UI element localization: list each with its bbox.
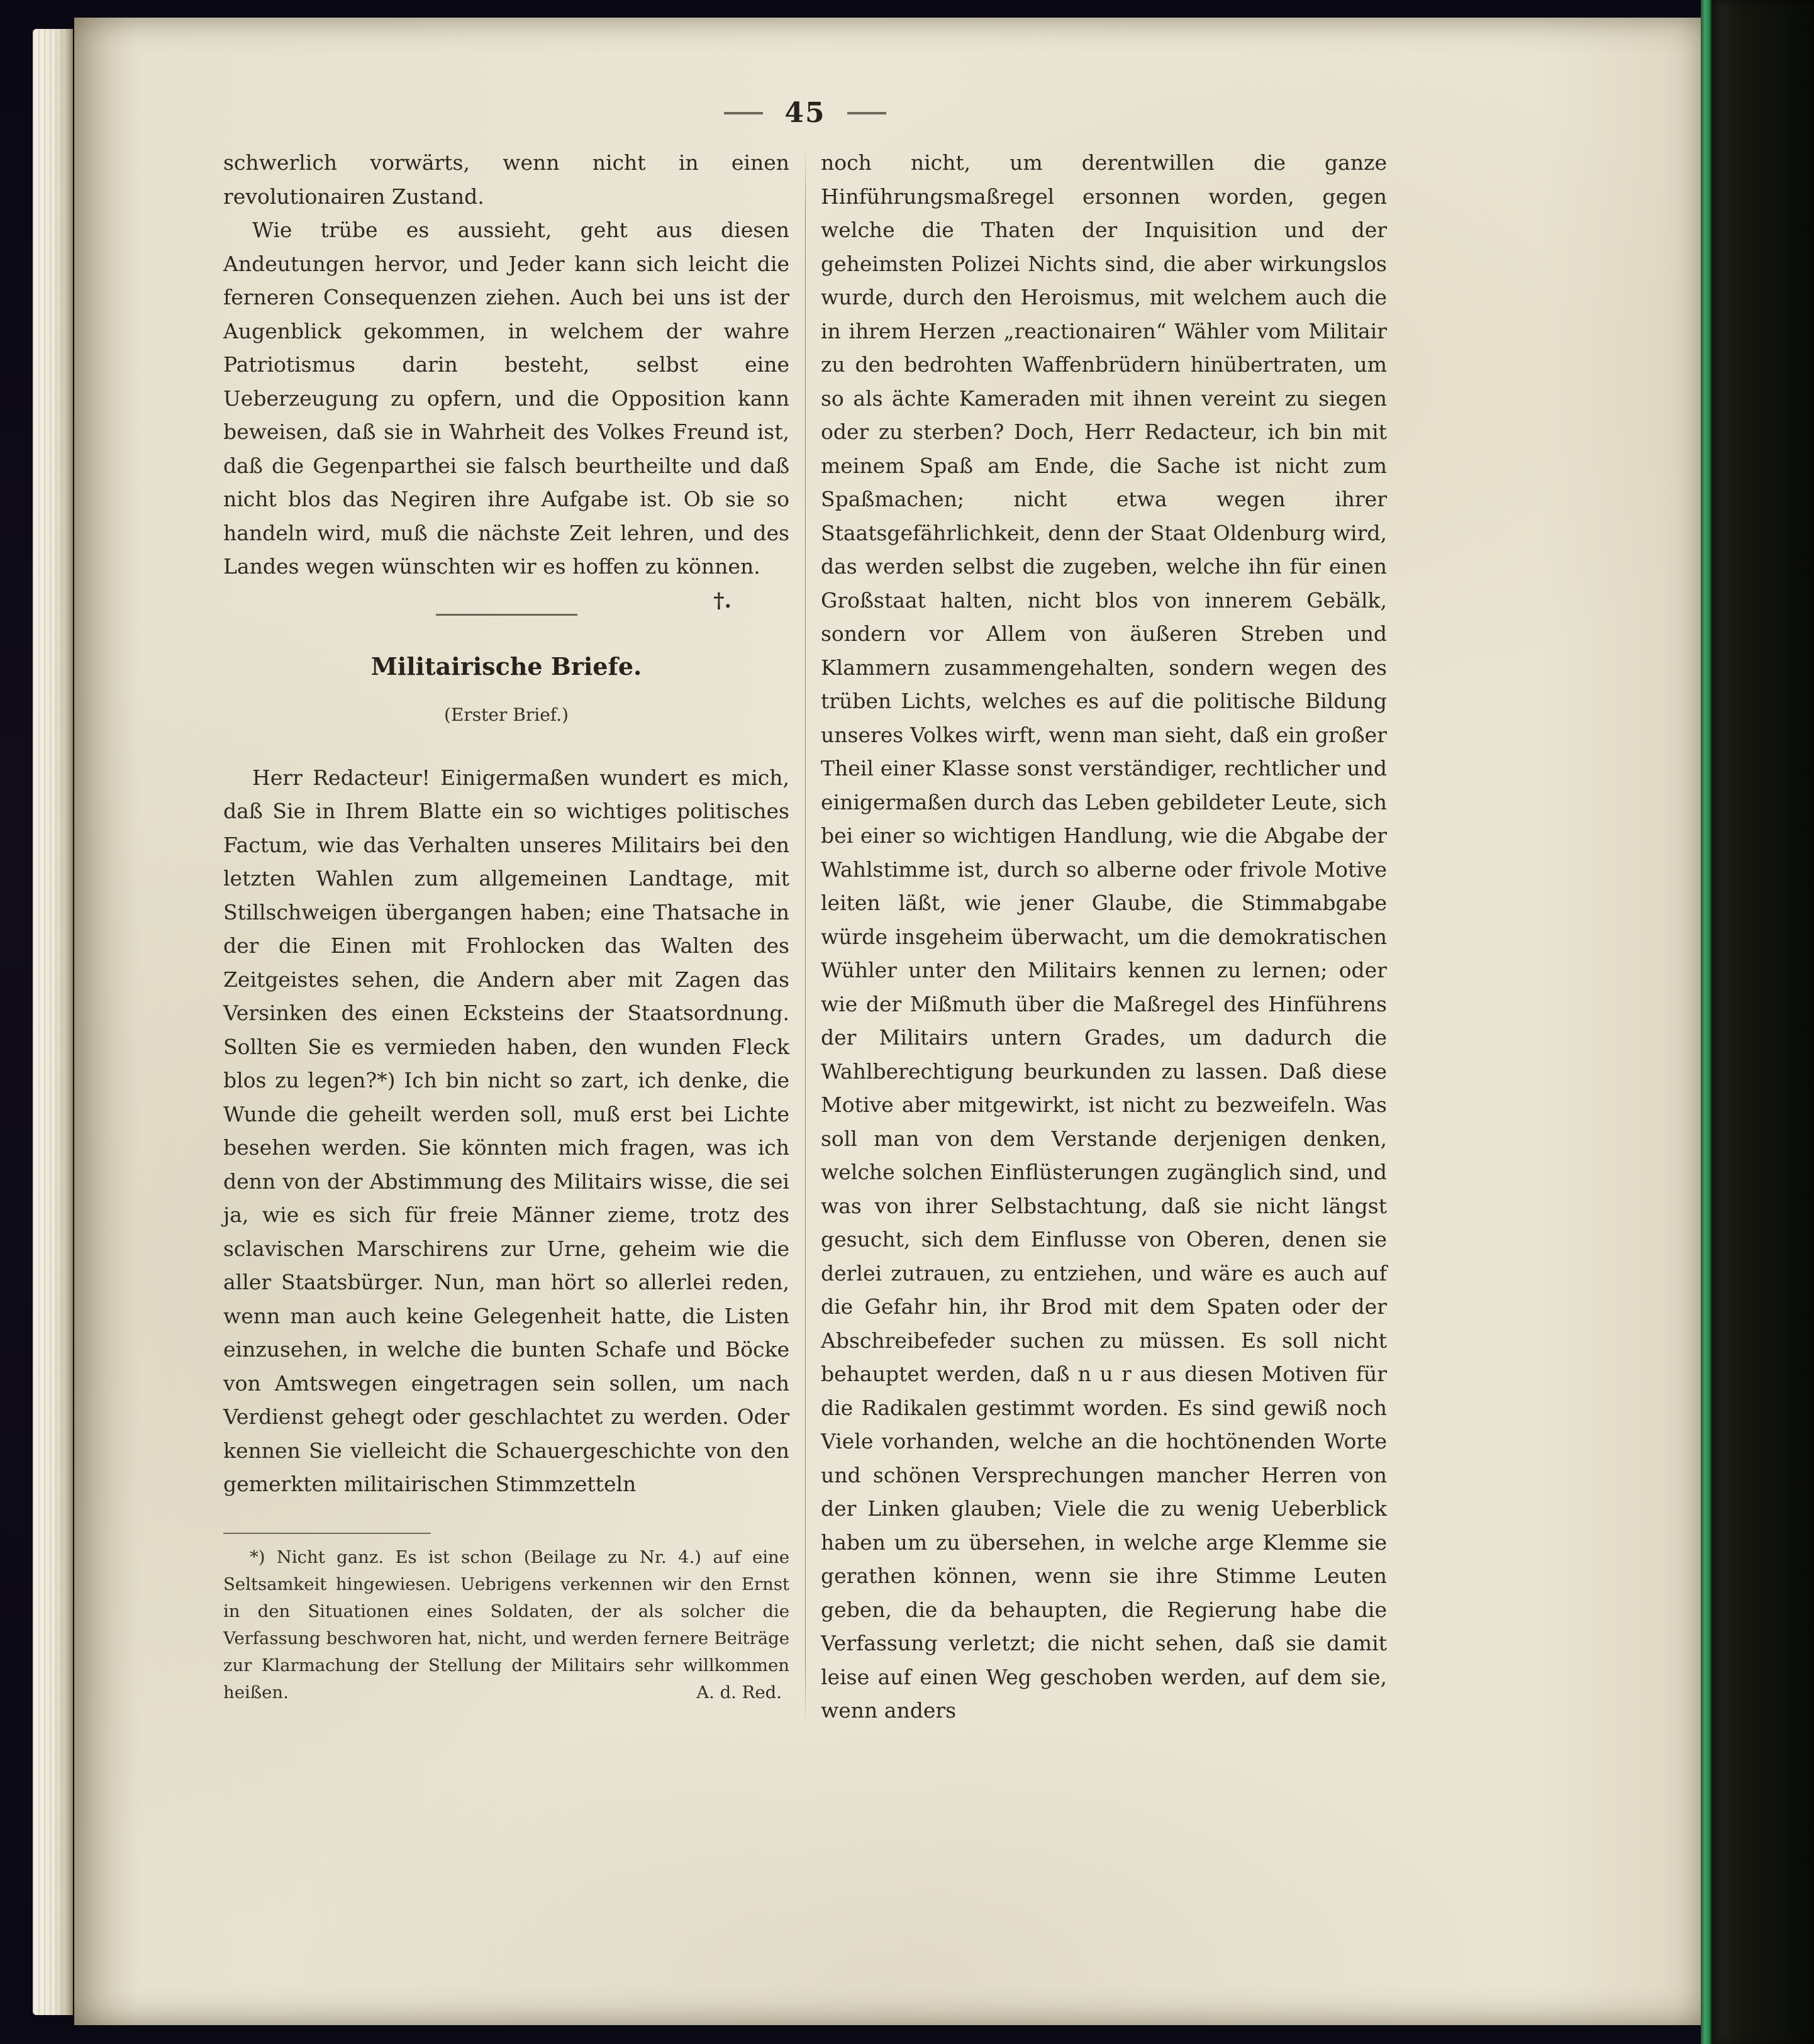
footnote: [223, 1544, 789, 1706]
book-cover-green-edge: [1701, 0, 1711, 2044]
text-columns: [223, 146, 1387, 1728]
page-number-dash-left: [724, 112, 763, 114]
page-header: [223, 97, 1387, 129]
book-cover: [1711, 0, 1814, 2044]
book-page: [74, 18, 1701, 2025]
footnote-text: *) Nicht ganz. Es ist schon (Beilage zu Nr. 4.) auf eine Seltsamkeit hingewiesen. Uebrigens verkennen wir den Ernst in den Situationen eines Soldaten, der als solcher die Verfassung beschworen hat, nicht, und werden fernere Beiträge zur Klarmachung der Stellung der Militairs sehr willkommen heißen.: [223, 1547, 789, 1702]
footnote-divider-rule: [223, 1533, 431, 1534]
left-column: [223, 146, 789, 1728]
paragraph-right-body: noch nicht, um derentwillen die ganze Hinführungsmaßregel ersonnen worden, gegen welche die Thaten der Inquisition und der geheimsten Polizei Nichts sind, die aber wirkungslos wurde, durch den Heroismus, mit welchem auch die in ihrem Herzen „reactionairen“ Wähler vom Militair zu den bedrohten Waffenbrüdern hinübertraten, um so als ächte Kameraden mit ihnen vereint zu siegen oder zu sterben? Doch, Herr Redacteur, ich bin mit meinem Spaß am Ende, die Sache ist nicht zum Spaßmachen; nicht etwa wegen ihrer Staatsgefährlichkeit, denn der Staat Oldenburg wird, das werden selbst die zugeben, welche ihn für einen Großstaat halten, nicht blos von innerem Gebälk, sondern vor Allem von äußeren Streben und Klammern zusammengehalten, sondern wegen des trüben Lichts, welches es auf die politische Bildung unseres Volkes wirft, wenn man sieht, daß ein großer Theil einer Klasse sonst verständiger, rechtlicher und einigermaßen durch das Leben gebildeter Leute, sich bei einer so wichtigen Handlung, wie die Abgabe der Wahlstimme ist, durch so alberne oder frivole Motive leiten läßt, wie jener Glaube, die Stimmabgabe würde insgeheim überwacht, um die demokratischen Wühler unter den Militairs kennen zu lernen; oder wie der Mißmuth über die Maßregel des Hinführens der Militairs untern Grades, um dadurch die Wahlberechtigung beurkunden zu lassen. Daß diese Motive aber mitgewirkt, ist nicht zu bezweifeln. Was soll man von dem Verstande derjenigen denken, welche solchen Einflüsterungen zugänglich sind, und was von ihrer Selbstachtung, daß sie nicht längst gesucht, sich dem Einflusse von Oberen, denen sie derlei zutrauen, zu entziehen, und wäre es auch auf die Gefahr hin, ihr Brod mit dem Spaten oder der Abschreibefeder suchen zu müssen. Es soll nicht behauptet werden, daß n u r aus diesen Motiven für die Radikalen gestimmt worden. Es sind gewiß noch Viele vorhanden, welche an die hochtönenden Worte und schönen Versprechungen mancher Herren von der Linken glauben; Viele die zu wenig Ueberblick haben um zu übersehen, in welche arge Klemme sie gerathen können, wenn sie ihre Stimme Leuten geben, die da behaupten, die Regierung habe die Verfassung verletzt; die nicht sehen, daß sie damit leise auf einen Weg geschoben werden, auf dem sie, wenn anders: [821, 150, 1387, 1723]
paragraph-intro-text: Wie trübe es aussieht, geht aus diesen Andeutungen hervor, und Jeder kann sich leicht die ferneren Consequenzen ziehen. Auch bei uns ist der Augenblick gekommen, in welchem der wahre Patriotismus darin besteht, selbst eine Ueberzeugung zu opfern, und die Opposition kann beweisen, daß sie in Wahrheit des Volkes Freund ist, daß die Gegenparthei sie falsch beurtheilte und daß nicht blos das Negiren ihre Aufgabe ist. Ob sie so handeln wird, muß die nächste Zeit lehren, und des Landes wegen wünschten wir es hoffen zu können.: [223, 218, 789, 579]
footnote-signature: A. d. Red.: [696, 1682, 782, 1702]
article-subheading: (Erster Brief.): [444, 704, 569, 725]
paragraph-continuation: schwerlich vorwärts, wenn nicht in einen revolutionairen Zustand.: [223, 150, 789, 209]
page-number: 45: [784, 97, 826, 129]
right-column: [821, 146, 1387, 1728]
adjacent-page-edge: [33, 29, 73, 2015]
paragraph-letter-body: Herr Redacteur! Einigermaßen wundert es mich, daß Sie in Ihrem Blatte ein so wichtiges politisches Factum, wie das Verhalten unseres Militairs bei den letzten Wahlen zum allgemeinen Landtage, mit Stillschweigen übergangen haben; eine Thatsache in der die Einen mit Frohlocken das Walten des Zeitgeistes sehen, die Andern aber mit Zagen das Versinken des einen Ecksteins der Staatsordnung. Sollten Sie es vermieden haben, den wunden Fleck blos zu legen?*) Ich bin nicht so zart, ich denke, die Wunde die geheilt werden soll, muß erst bei Lichte besehen werden. Sie könnten mich fragen, was ich denn von der Abstimmung des Militairs wisse, die sei ja, wie es sich für freie Männer zieme, trotz des sclavischen Marschirens zur Urne, geheim wie die aller Staatsbürger. Nun, man hört so allerlei reden, wenn man auch keine Gelegenheit hatte, die Listen einzusehen, in welche die bunten Schafe und Böcke von Amtswegen eingetragen sein sollen, um nach Verdienst gehegt oder geschlachtet zu werden. Oder kennen Sie vielleicht die Schauergeschichte von den gemerkten militairischen Stimmzetteln: [223, 765, 789, 1496]
section-divider-rule: [436, 614, 577, 616]
author-dagger-mark: †.: [713, 587, 732, 613]
column-divider-rule: [805, 146, 806, 1728]
page-number-dash-right: [847, 112, 886, 114]
article-heading: Militairische Briefe.: [370, 652, 642, 680]
paragraph-intro: [223, 213, 789, 613]
